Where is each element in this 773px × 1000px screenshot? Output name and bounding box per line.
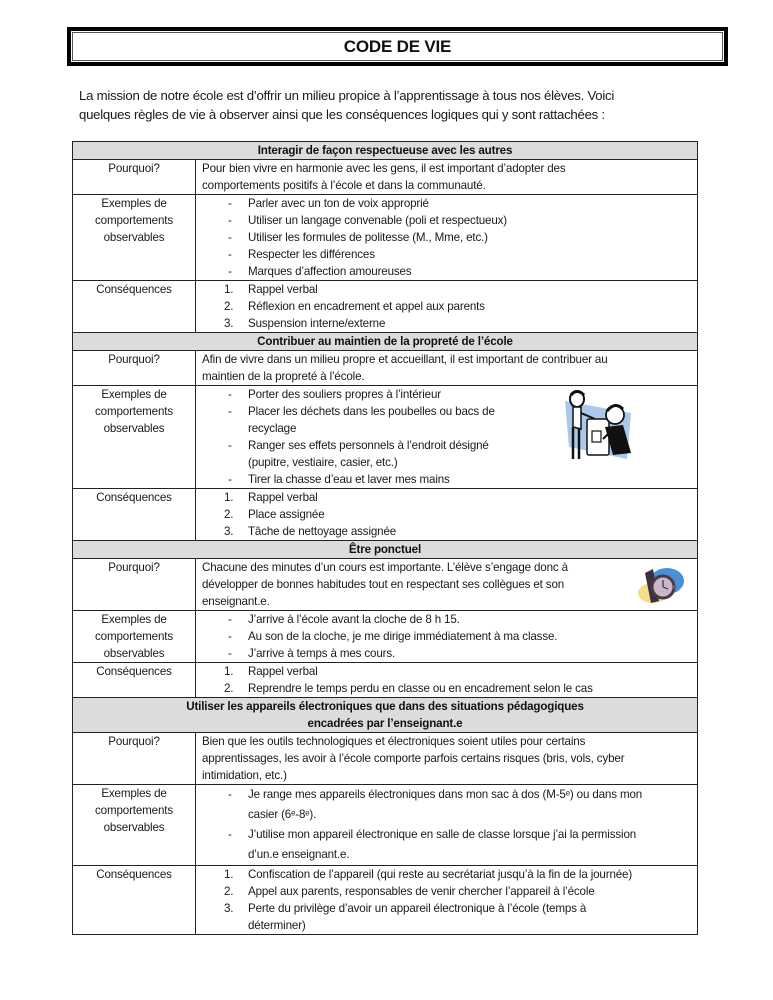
examples-list-cell (196, 611, 698, 663)
item-text: Rappel verbal (248, 665, 318, 678)
why-text (196, 160, 698, 195)
text-line: - Ranger ses effets personnels à l’endroit désigné (248, 439, 489, 452)
why-label: Pourquoi? (73, 559, 196, 611)
list-item (202, 315, 693, 332)
section-header: Contribuer au maintien de la propreté de l’école (73, 333, 698, 351)
why-text (196, 559, 698, 611)
item-text: Réflexion en encadrement et appel aux parents (248, 300, 485, 313)
examples-label (73, 195, 196, 281)
consequences-list (202, 281, 693, 332)
item-text: Suspension interne/externe (248, 317, 386, 330)
list-item (202, 471, 693, 488)
text-line: casier (6ᵉ-8ᵉ). (248, 808, 317, 821)
consequences-row (73, 663, 698, 698)
list-item: - Marques d’affection amoureuses (202, 263, 693, 280)
label-line: Exemples de (101, 388, 167, 401)
consequences-list-cell (196, 489, 698, 541)
section-header (73, 698, 698, 733)
item-text: Confiscation de l’appareil (qui reste au secrétariat jusqu’à la fin de la journée) (248, 868, 633, 881)
label-line: comportements (95, 405, 173, 418)
consequences-label: Conséquences (73, 663, 196, 698)
consequences-list (202, 663, 693, 697)
text-line: comportements positifs à l’école et dans la communauté. (202, 179, 486, 192)
list-item (202, 866, 693, 883)
item-number: 1. (224, 491, 234, 504)
section-header: Interagir de façon respectueuse avec les autres (73, 142, 698, 160)
label-line: comportements (95, 804, 173, 817)
examples-list (202, 195, 693, 280)
code-of-conduct-table (72, 141, 698, 935)
examples-list (202, 611, 693, 662)
text-line: - Porter des souliers propres à l’intérieur (248, 388, 441, 401)
consequences-row (73, 281, 698, 333)
text-line: - Placer les déchets dans les poubelles ou bacs de (248, 405, 495, 418)
list-item: - Respecter les différences (202, 246, 693, 263)
item-number: 2. (224, 508, 234, 521)
examples-row (73, 611, 698, 663)
item-number: 2. (224, 300, 234, 313)
list-item (202, 506, 693, 523)
item-number: 1. (224, 665, 234, 678)
recycling-illustration-icon (561, 389, 637, 467)
list-item: - Parler avec un ton de voix approprié (202, 195, 693, 212)
examples-list-cell (196, 785, 698, 866)
list-item: - J’arrive à l’école avant la cloche de 8 h 15. (202, 611, 693, 628)
why-row (73, 160, 698, 195)
list-item: - Utiliser un langage convenable (poli et respectueux) (202, 212, 693, 229)
section-header: Être ponctuel (73, 541, 698, 559)
why-label: Pourquoi? (73, 160, 196, 195)
item-number: 2. (224, 885, 234, 898)
consequences-list (202, 866, 693, 934)
why-row (73, 559, 698, 611)
examples-label (73, 386, 196, 489)
list-item (202, 281, 693, 298)
intro-line: quelques règles de vie à observer ainsi que les conséquences logiques qui y sont rattachées : (79, 107, 605, 122)
text-line: enseignant.e. (202, 595, 270, 608)
examples-label (73, 611, 196, 663)
list-item (202, 523, 693, 540)
label-line: observables (103, 647, 165, 660)
list-item (202, 489, 693, 506)
text-line: apprentissages, les avoir à l’école comporte parfois certains risques (bris, vols, cyber (202, 752, 625, 765)
why-label: Pourquoi? (73, 351, 196, 386)
item-number: 3. (224, 902, 234, 915)
text-line: intimidation, etc.) (202, 769, 287, 782)
label-line: Exemples de (101, 197, 167, 210)
text-line: Bien que les outils technologiques et électroniques soient utiles pour certains (202, 735, 586, 748)
label-line: Exemples de (101, 787, 167, 800)
label-line: observables (103, 821, 165, 834)
label-line: observables (103, 422, 165, 435)
examples-row (73, 195, 698, 281)
title-box (67, 27, 728, 66)
list-item (202, 680, 693, 697)
consequences-list (202, 489, 693, 540)
why-row (73, 733, 698, 785)
text-line: d’un.e enseignant.e. (248, 848, 350, 861)
item-number: 3. (224, 525, 234, 538)
item-number: 2. (224, 682, 234, 695)
section-header-row (73, 142, 698, 160)
text-line: Chacune des minutes d’un cours est importante. L’élève s’engage donc à (202, 561, 568, 574)
label-line: Exemples de (101, 613, 167, 626)
text-line: (pupitre, vestiaire, casier, etc.) (248, 456, 398, 469)
text-line: - Je range mes appareils électroniques dans mon sac à dos (M-5ᵉ) ou dans mon (248, 788, 643, 801)
examples-row (73, 785, 698, 866)
consequences-row (73, 866, 698, 935)
item-text: Rappel verbal (248, 283, 318, 296)
why-label: Pourquoi? (73, 733, 196, 785)
list-item (202, 883, 693, 900)
section-header-row (73, 541, 698, 559)
text-line: - Tirer la chasse d’eau et laver mes mains (248, 473, 450, 486)
item-text: Rappel verbal (248, 491, 318, 504)
item-number: 3. (224, 317, 234, 330)
list-item (202, 900, 693, 934)
consequences-label: Conséquences (73, 489, 196, 541)
list-item (202, 785, 693, 825)
consequences-label: Conséquences (73, 281, 196, 333)
header-line: encadrées par l’enseignant.e (307, 717, 463, 730)
page-title: CODE DE VIE (343, 36, 452, 56)
text-line: Afin de vivre dans un milieu propre et accueillant, il est important de contribuer au (202, 353, 608, 366)
why-row (73, 351, 698, 386)
item-text: Appel aux parents, responsables de venir chercher l’appareil à l’école (248, 885, 595, 898)
label-line: observables (103, 231, 165, 244)
wristwatch-illustration-icon (635, 565, 685, 605)
list-item (202, 663, 693, 680)
text-line: Pour bien vivre en harmonie avec les gens, il est important d’adopter des (202, 162, 566, 175)
list-item (202, 825, 693, 865)
section-header-row (73, 698, 698, 733)
examples-label (73, 785, 196, 866)
item-text: Perte du privilège d’avoir un appareil électronique à l’école (temps à (248, 902, 587, 915)
consequences-list-cell (196, 663, 698, 698)
consequences-label: Conséquences (73, 866, 196, 935)
list-item: - Au son de la cloche, je me dirige immédiatement à ma classe. (202, 628, 693, 645)
examples-row (73, 386, 698, 489)
header-line: Utiliser les appareils électroniques que dans des situations pédagogiques (186, 700, 584, 713)
list-item: - J’arrive à temps à mes cours. (202, 645, 693, 662)
item-text: Reprendre le temps perdu en classe ou en encadrement selon le cas (248, 682, 593, 695)
consequences-list-cell (196, 866, 698, 935)
examples-list-cell (196, 195, 698, 281)
item-number: 1. (224, 868, 234, 881)
list-item (202, 298, 693, 315)
text-line: développer de bonnes habitudes tout en respectant ses collègues et son (202, 578, 565, 591)
label-line: comportements (95, 214, 173, 227)
why-text (196, 351, 698, 386)
consequences-row (73, 489, 698, 541)
item-text: déterminer) (248, 919, 306, 932)
section-header-row (73, 333, 698, 351)
text-line: recyclage (248, 422, 297, 435)
item-number: 1. (224, 283, 234, 296)
intro-line: La mission de notre école est d’offrir un milieu propice à l’apprentissage à tous nos élèves. Voici (79, 88, 615, 103)
label-line: comportements (95, 630, 173, 643)
examples-list (202, 785, 693, 865)
examples-list-cell (196, 386, 698, 489)
item-text: Place assignée (248, 508, 325, 521)
why-text (196, 733, 698, 785)
text-line: - J’utilise mon appareil électronique en salle de classe lorsque j’ai la permission (248, 828, 637, 841)
intro-paragraph (79, 86, 719, 124)
list-item: - Utiliser les formules de politesse (M., Mme, etc.) (202, 229, 693, 246)
text-line: maintien de la propreté à l’école. (202, 370, 365, 383)
item-text: Tâche de nettoyage assignée (248, 525, 397, 538)
consequences-list-cell (196, 281, 698, 333)
